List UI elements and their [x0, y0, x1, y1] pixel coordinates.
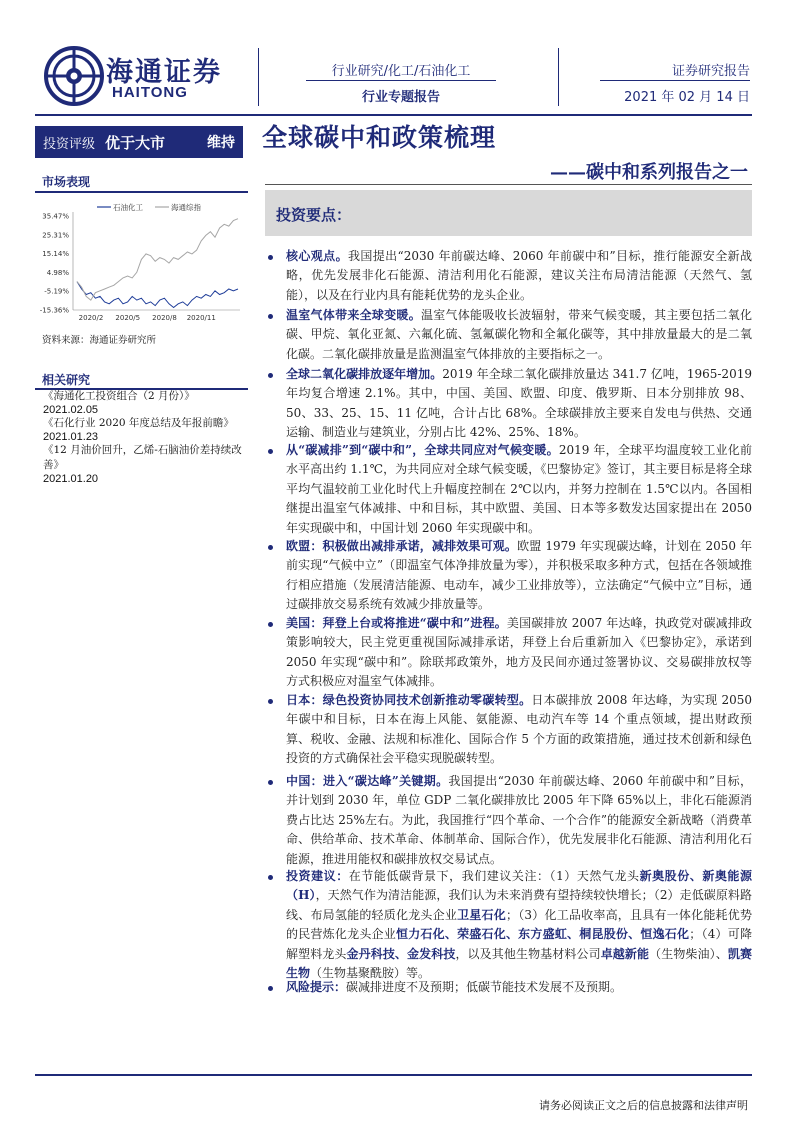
x-tick-label: 2020/5 — [115, 314, 141, 322]
bullet-icon — [268, 314, 273, 319]
header-rule — [35, 114, 752, 116]
advice-text: （生物基聚酰胺）等。 — [310, 966, 431, 981]
bullet-icon — [268, 699, 273, 704]
risk-keyword: 风险提示： — [286, 980, 347, 994]
tip-text: 日本碳排放 2008 年达峰，为实现 2050 年碳中和目标，日本在海上风能、氨能源、电动汽车等 14 个重点领域，提出财政预算、税收、金融、法规和标准化、国际合作 5 个方面的政策措施，通过技术创新和绿色投资的方式确保社会平稳实现脱碳转型。 — [286, 693, 752, 766]
securities-label: 证券研究报告 — [671, 64, 750, 79]
report-title: 全球碳中和政策梳理 — [262, 123, 497, 152]
market-heading: 市场表现 — [42, 175, 91, 189]
related-report-date: 2021.01.23 — [43, 431, 99, 443]
tip-keyword: 全球二氧化碳排放逐年增加。 — [286, 367, 443, 381]
risk-warning — [268, 978, 752, 997]
header-divider — [258, 48, 259, 106]
company-name: 恒力石化、荣盛石化、东方盛虹、桐昆股份、恒逸石化 — [395, 927, 690, 942]
investment-advice — [268, 867, 752, 983]
series-line — [77, 282, 238, 308]
advice-text: （生物柴油）、 — [649, 946, 728, 961]
investment-rating-bar — [35, 126, 243, 158]
bullet-icon — [268, 622, 273, 627]
related-report-date: 2021.02.05 — [43, 404, 99, 416]
y-tick-label: 35.47% — [42, 212, 69, 221]
tip-paragraph — [268, 537, 752, 615]
advice-text: ；（3）化工品收率高，且具有一体化能耗优势的民营炼化龙头企业 — [286, 907, 752, 942]
industry-category: 行业研究/化工/石油化工 — [331, 64, 471, 79]
bullet-icon — [268, 449, 273, 454]
tip-paragraph — [268, 441, 752, 538]
bullet-icon — [268, 986, 273, 991]
legend-label: 海通综指 — [171, 203, 201, 212]
related-report-title[interactable]: 《石化行业 2020 年度总结及年报前瞻》 — [43, 417, 234, 429]
advice-text: ；（4）可降解塑料龙头 — [286, 927, 752, 961]
tip-keyword: 日本：绿色投资协同技术创新推动零碳转型。 — [286, 693, 532, 707]
related-heading: 相关研究 — [42, 373, 91, 387]
company-name: 金丹科技、金发科技 — [346, 946, 456, 961]
haitong-logo-icon — [44, 46, 104, 106]
tip-text: 我国提出“2030 年前碳达峰、2060 年前碳中和”目标，推行能源安全新战略，优先发展非化石能源、清洁利用化石能源，建议关注布局清洁能源（天然气、氢能），以及在行业内具有能耗优势的龙头企业。 — [286, 249, 752, 302]
sidebar-rule — [35, 191, 248, 193]
advice-keyword: 投资建议： — [286, 869, 349, 883]
tip-paragraph — [268, 772, 752, 869]
tip-paragraph — [268, 306, 752, 364]
footer-disclaimer: 请务必阅读正文之后的信息披露和法律声明 — [539, 1099, 748, 1112]
market-performance-chart — [35, 196, 250, 328]
company-name: 卓越新能 — [600, 946, 650, 961]
advice-text: ，天然气作为清洁能源，我们认为未来消费有望持续较快增长；（2）走低碳原料路线、布局氢能的轻质化龙头企业 — [286, 888, 752, 922]
y-tick-label: 25.31% — [42, 231, 69, 240]
header-divider — [600, 80, 750, 81]
y-tick-label: 15.14% — [42, 250, 69, 259]
company-name: 凯赛生物 — [286, 946, 752, 981]
logo-text-cn: 海通证券 — [106, 57, 222, 88]
tip-keyword: 欧盟：积极做出减排承诺，减排效果可观。 — [286, 539, 518, 553]
title-rule — [265, 184, 752, 185]
rating-maintain: 维持 — [207, 135, 235, 151]
footer-rule — [35, 1074, 752, 1076]
tip-paragraph — [268, 614, 752, 692]
logo-text-en: HAITONG — [112, 84, 188, 101]
tip-keyword: 美国：拜登上台或将推进“碳中和”进程。 — [286, 616, 507, 630]
y-tick-label: -5.19% — [44, 287, 69, 296]
report-subtitle: ——碳中和系列报告之一 — [550, 162, 748, 183]
tip-keyword: 中国：进入“碳达峰”关键期。 — [286, 774, 449, 788]
company-name: 新奥股份、新奥能源（H） — [286, 869, 752, 903]
tip-text: 我国提出“2030 年前碳达峰、2060 年前碳中和”目标，并计划到 2030 年，单位 GDP 二氧化碳排放比 2005 年下降 65%以上，非化石能源消费占比达 25%左右。为此，我国推行“四个革命、一个合作”的能源安全新战略（消费革命、供给革命、技术革命、体制革命、国际合作），优先发展非化石能源、清洁利用化石能源，推进用能权和碳排放权交易试点。 — [286, 774, 752, 866]
tip-keyword: 核心观点。 — [286, 249, 348, 263]
report-date: 2021 年 02 月 14 日 — [624, 90, 750, 105]
bullet-icon — [268, 255, 273, 260]
report-type: 行业专题报告 — [361, 90, 440, 105]
risk-text: 碳减排进度不及预期；低碳节能技术发展不及预期。 — [346, 980, 623, 994]
y-tick-label: 4.98% — [46, 268, 69, 277]
header-divider — [558, 48, 559, 106]
tip-paragraph — [268, 691, 752, 769]
series-line — [77, 219, 238, 300]
tip-text: 2019 年全球二氧化碳排放量达 341.7 亿吨，1965-2019 年均复合增速 2.1%。其中，中国、美国、欧盟、印度、俄罗斯、日本分别排放 98、50、33、25、15、11 亿吨，合计占比 68%。全球碳排放主要来自发电与供热、交通运输、制造业与建筑业，分别占比 42%、25%、18%。 — [286, 367, 752, 440]
tip-text: 2019 年，全球平均温度较工业化前水平高出约 1.1℃，为共同应对全球气候变暖，《巴黎协定》签订，其主要目标是将全球平均气温较前工业化时代上升幅度控制在 2℃以内，并努力控制在 1.5℃以内。各国相继提出温室气体减排、中和目标，其中欧盟、美国、日本等多数发达国家提出在 2050 年实现碳中和，中国计划 2060 年实现碳中和。 — [286, 443, 752, 535]
x-tick-label: 2020/11 — [186, 314, 216, 322]
x-tick-label: 2020/2 — [78, 314, 104, 322]
company-name: 卫星石化 — [457, 907, 506, 922]
investment-tips-label: 投资要点： — [276, 206, 352, 224]
tip-text: 欧盟 1979 年实现碳达峰，计划在 2050 年前实现“气候中立”（即温室气体净排放量为零），并积极采取多种方式，包括在各领域推行相应措施（发展清洁能源、电动车，减少工业排放等），立法确定“气候中立”目标，通过碳排放交易系统有效减少排放量等。 — [286, 539, 752, 612]
related-report-title[interactable]: 《12 月油价回升，乙烯-石脑油价差持续改善》 — [43, 444, 242, 471]
tip-text: 美国碳排放 2007 年达峰，执政党对碳减排政策影响较大，民主党更重视国际减排承诺，拜登上台后重新加入《巴黎协定》，承诺到 2050 年实现“碳中和”。除联邦政策外，地方及民间亦通过签署协议、交易碳排放权等方式积极应对温室气体减排。 — [286, 616, 753, 689]
bullet-icon — [268, 545, 273, 550]
x-tick-label: 2020/8 — [152, 314, 177, 322]
bullet-icon — [268, 780, 273, 785]
header-divider — [306, 80, 496, 81]
legend-label: 石油化工 — [113, 203, 143, 212]
rating-label: 投资评级 — [43, 136, 96, 152]
tip-paragraph — [268, 247, 752, 305]
related-report-date: 2021.01.20 — [43, 473, 99, 485]
tip-text: 温室气体能吸收长波辐射，带来气候变暖，其主要包括二氧化碳、甲烷、氧化亚氮、六氟化硫、氢氟碳化物和全氟化碳等，其中排放量最大的是二氧化碳。二氧化碳排放量是监测温室气体排放的主要指标之一。 — [286, 308, 752, 361]
advice-text: ，以及其他生物基材料公司 — [455, 946, 601, 961]
tip-keyword: 从“碳减排”到“碳中和”，全球共同应对气候变暖。 — [286, 443, 559, 457]
bullet-icon — [268, 373, 273, 378]
bullet-icon — [268, 875, 273, 880]
chart-source: 资料来源：海通证券研究所 — [42, 335, 157, 346]
related-report-title[interactable]: 《海通化工投资组合（2 月份）》 — [43, 390, 195, 402]
rating-value: 优于大市 — [105, 133, 166, 152]
advice-text: 在节能低碳背景下，我们建议关注：（1）天然气龙头 — [348, 869, 640, 883]
y-tick-label: -15.36% — [39, 306, 69, 315]
tip-keyword: 温室气体带来全球变暖。 — [286, 308, 421, 322]
tip-paragraph — [268, 365, 752, 443]
